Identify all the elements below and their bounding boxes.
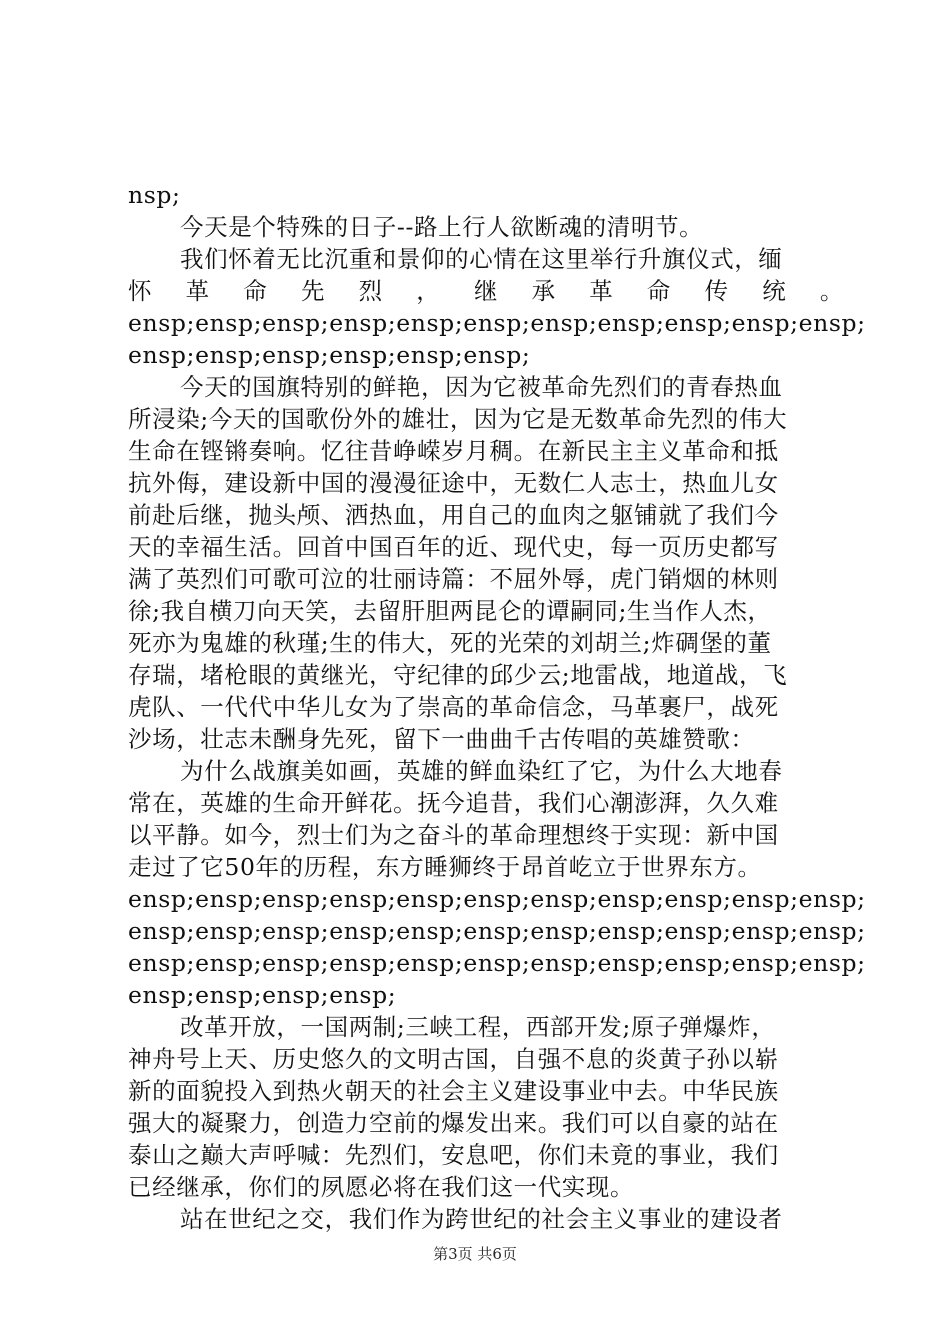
text-line: 天的幸福生活。回首中国百年的近、现代史，每一页历史都写	[128, 533, 779, 561]
text-line: 今天是个特殊的日子--路上行人欲断魂的清明节。	[180, 213, 704, 241]
text-line: 走过了它50年的历程，东方睡狮终于昂首屹立于世界东方。	[128, 853, 762, 881]
text-line: 为什么战旗美如画，英雄的鲜血染红了它，为什么大地春	[180, 757, 783, 785]
text-char: 。	[819, 277, 844, 305]
text-line: 所浸染;今天的国歌份外的雄壮，因为它是无数革命先烈的伟大	[128, 405, 788, 433]
text-char: 传	[704, 277, 729, 305]
text-line: 沙场，壮志未酬身先死，留下一曲曲千古传唱的英雄赞歌：	[128, 725, 755, 753]
text-line: ensp;ensp;ensp;ensp;ensp;ensp;ensp;ensp;ensp;ensp;ensp;	[128, 885, 866, 913]
text-char: 命	[243, 277, 268, 305]
text-line: 新的面貌投入到热火朝天的社会主义建设事业中去。中华民族	[128, 1077, 779, 1105]
text-line: ensp;ensp;ensp;ensp;	[128, 981, 397, 1009]
text-char: 革	[185, 277, 210, 305]
text-line: ensp;ensp;ensp;ensp;ensp;ensp;ensp;ensp;ensp;ensp;ensp;	[128, 309, 866, 337]
text-line: 徐;我自横刀向天笑，去留肝胆两昆仑的谭嗣同;生当作人杰，	[128, 597, 772, 625]
text-line: 强大的凝聚力，创造力空前的爆发出来。我们可以自豪的站在	[128, 1109, 779, 1137]
text-line: 抗外侮，建设新中国的漫漫征途中，无数仁人志士，热血儿女	[128, 469, 779, 497]
text-line: 今天的国旗特别的鲜艳，因为它被革命先烈们的青春热血	[180, 373, 783, 401]
page-footer	[0, 1243, 950, 1264]
text-char: ，	[416, 277, 441, 305]
text-line: 神舟号上天、历史悠久的文明古国，自强不息的炎黄子孙以崭	[128, 1045, 779, 1073]
text-line: 泰山之巅大声呼喊：先烈们，安息吧，你们未竟的事业，我们	[128, 1141, 779, 1169]
text-char: 继	[473, 277, 499, 305]
text-line: 满了英烈们可歌可泣的壮丽诗篇：不屈外辱，虎门销烟的林则	[128, 565, 779, 593]
text-line: 生命在铿锵奏响。忆往昔峥嵘岁月稠。在新民主主义革命和抵	[128, 437, 779, 465]
text-line: 以平静。如今，烈士们为之奋斗的革命理想终于实现：新中国	[128, 821, 779, 849]
text-line: 存瑞，堵枪眼的黄继光，守纪律的邱少云;地雷战，地道战，飞	[128, 661, 788, 689]
text-char: 怀	[128, 277, 153, 305]
text-char: 烈	[358, 277, 383, 305]
text-char: 革	[589, 277, 614, 305]
page-number-label: 第3页 共6页	[433, 1245, 517, 1263]
text-line: 改革开放，一国两制;三峡工程，西部开发;原子弹爆炸，	[180, 1013, 776, 1041]
text-line: 站在世纪之交，我们作为跨世纪的社会主义事业的建设者	[180, 1205, 783, 1233]
text-line: 死亦为鬼雄的秋瑾;生的伟大，死的光荣的刘胡兰;炸碉堡的董	[128, 629, 772, 657]
text-line: 已经继承，你们的夙愿必将在我们这一代实现。	[128, 1173, 635, 1201]
text-char: 统	[762, 277, 787, 305]
text-line: 虎队、一代代中华儿女为了崇高的革命信念，马革裹尸，战死	[128, 693, 779, 721]
text-line: 常在，英雄的生命开鲜花。抚今追昔，我们心潮澎湃，久久难	[128, 789, 779, 817]
text-char: 先	[300, 277, 326, 305]
text-line: ensp;ensp;ensp;ensp;ensp;ensp;	[128, 341, 531, 369]
text-line: 前赴后继，抛头颅、洒热血，用自己的血肉之躯铺就了我们今	[128, 501, 779, 529]
text-line: nsp;	[128, 181, 181, 209]
text-line: ensp;ensp;ensp;ensp;ensp;ensp;ensp;ensp;ensp;ensp;ensp;	[128, 949, 866, 977]
text-line: 我们怀着无比沉重和景仰的心情在这里举行升旗仪式，缅	[180, 245, 783, 273]
text-char: 承	[531, 277, 556, 305]
document-body	[128, 179, 866, 1235]
text-line: ensp;ensp;ensp;ensp;ensp;ensp;ensp;ensp;ensp;ensp;ensp;	[128, 917, 866, 945]
justified-text-line	[128, 275, 844, 307]
text-char: 命	[646, 277, 672, 305]
